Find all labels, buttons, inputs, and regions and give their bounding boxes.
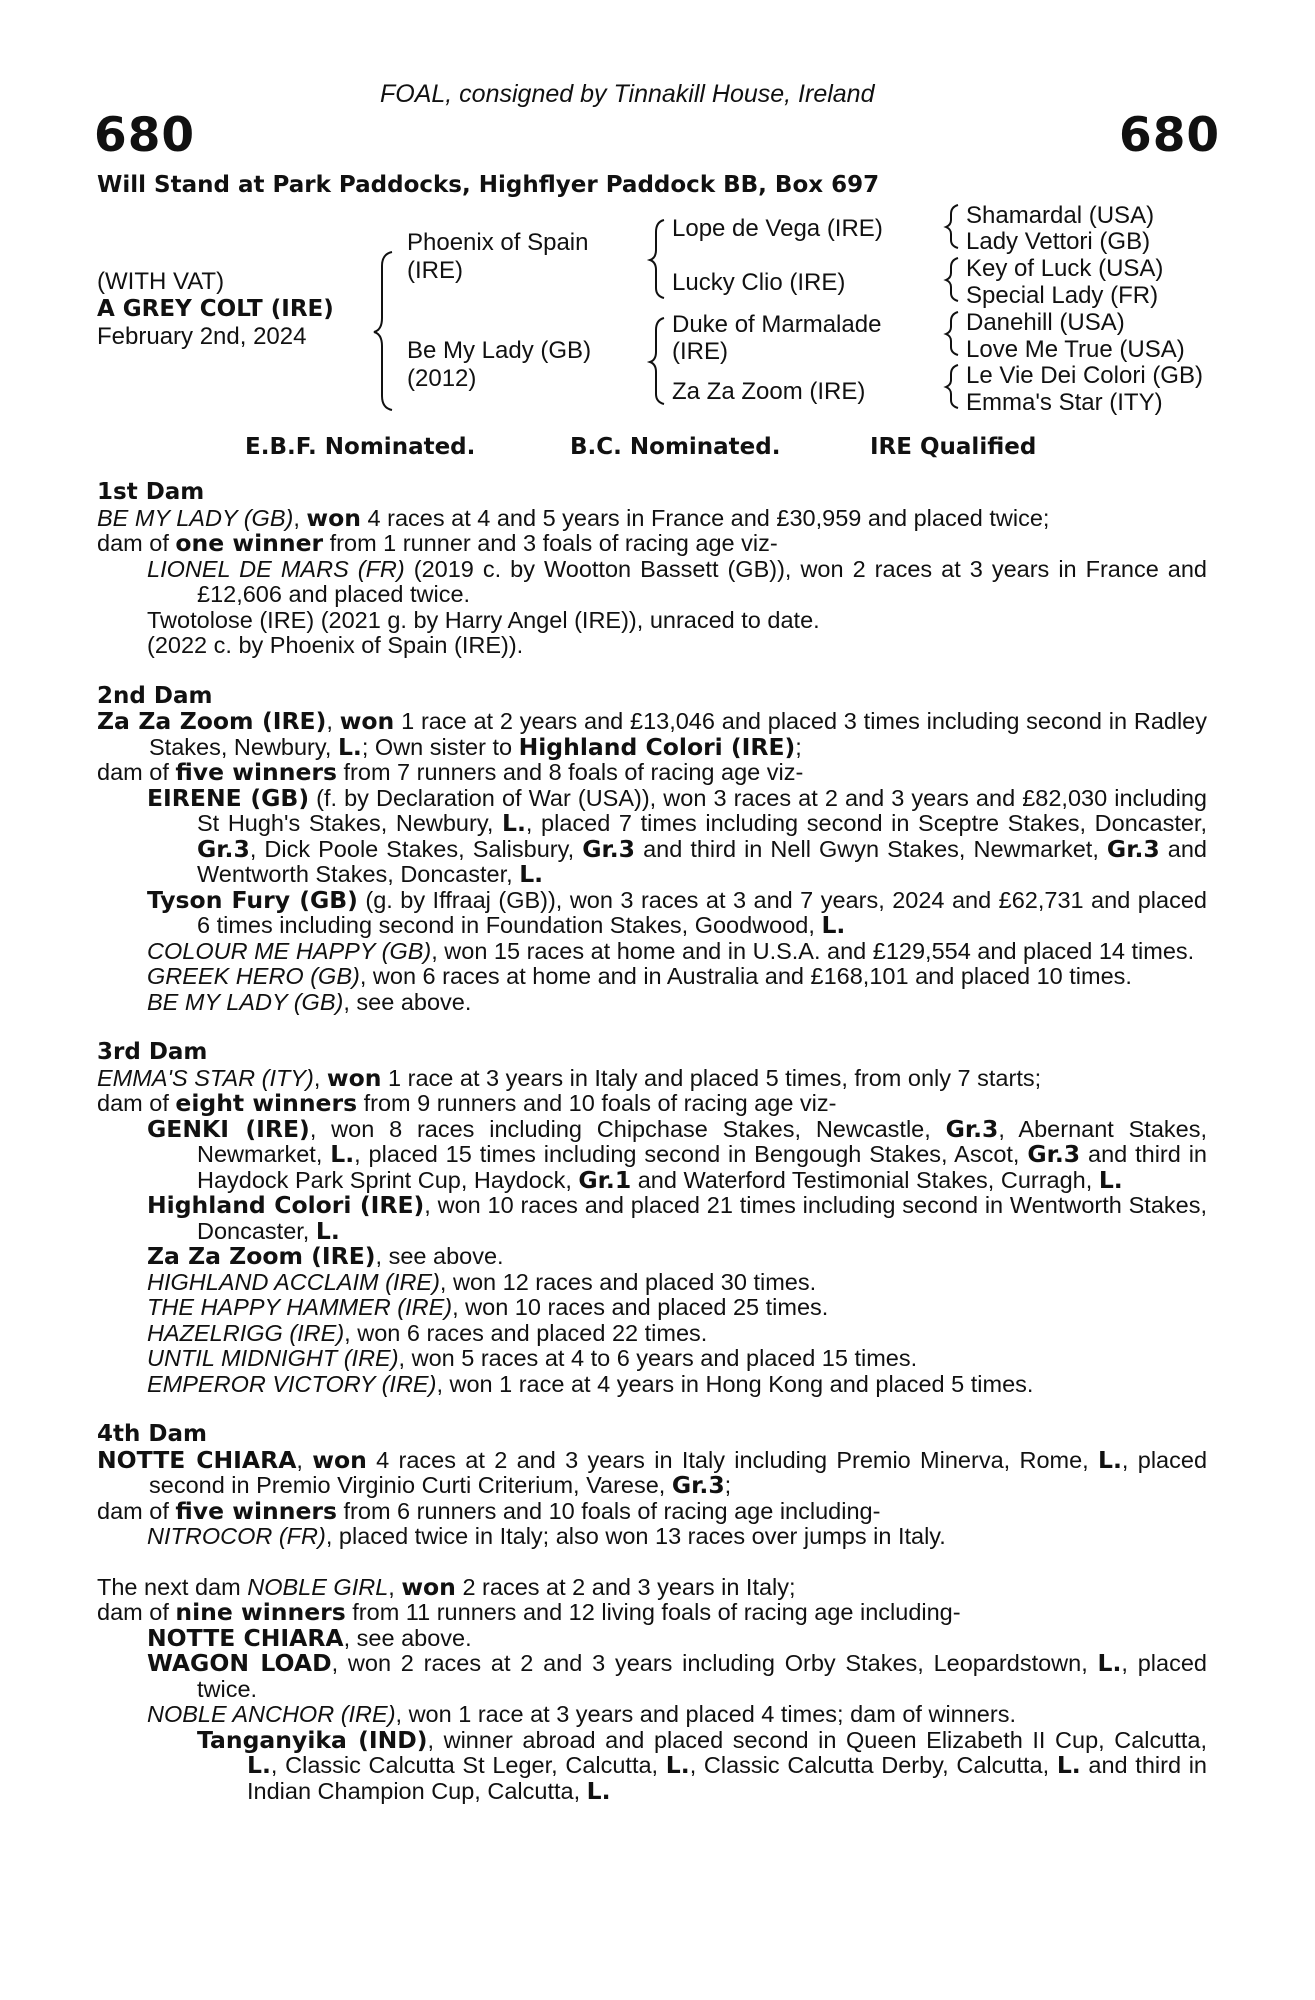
gen3-2: Lady Vettori (GB): [966, 228, 1151, 255]
dam-dam: Za Za Zoom (IRE): [672, 378, 866, 405]
dam-name: Be My Lady (GB): [407, 337, 592, 364]
stand-location: Will Stand at Park Paddocks, Highflyer Paddock BB, Box 697: [97, 172, 880, 198]
lot-number-left: 680: [94, 108, 196, 163]
gen3-8: Emma's Star (ITY): [966, 389, 1163, 416]
gen3-1: Shamardal (USA): [966, 202, 1155, 229]
dam-sire-country: (IRE): [672, 338, 728, 365]
produce-entry: UNTIL MIDNIGHT (IRE), won 5 races at 4 to 6 years and placed 15 times.: [147, 1345, 918, 1371]
second-dam-record: Za Za Zoom (IRE), won 1 race at 2 years and £13,046 and placed 3 times including second in Radley Stakes, Newbury, L.; Own sister to Highland Colori (IRE);: [97, 707, 1208, 761]
next-dam-produce-summary: dam of nine winners from 11 runners and 12 living foals of racing age including-: [97, 1598, 961, 1626]
third-dam-record: EMMA'S STAR (ITY), won 1 race at 3 years in Italy and placed 5 times, from only 7 starts;: [97, 1063, 1042, 1092]
produce-entry: GENKI (IRE), won 8 races including Chipchase Stakes, Newcastle, Gr.3, Abernant Stakes, Newmarket, L., placed 15 times including second in Bengough Stakes, Ascot, Gr.3 and third in Haydock Park Sprint Cup, Haydock, Gr.1 and Waterford Testimonial Stakes, Curragh, L.: [147, 1114, 1207, 1194]
produce-entry: Tyson Fury (GB) (g. by Iffraaj (GB)), won 3 races at 3 and 7 years, 2024 and £62,731 and placed 6 times including second in Foundation Stakes, Goodwood, L.: [147, 885, 1207, 939]
consignment-line: FOAL, consigned by Tinnakill House, Ireland: [380, 80, 875, 108]
produce-entry-sub: Tanganyika (IND), winner abroad and placed second in Queen Elizabeth II Cup, Calcutta, L., Classic Calcutta St Leger, Calcutta, L., Classic Calcutta Derby, Calcutta, L. and third in Indian Champion Cup, Calcutta, L.: [197, 1725, 1207, 1805]
fourth-dam-heading: 4th Dam: [97, 1421, 207, 1447]
sire-name: Phoenix of Spain: [407, 229, 589, 256]
vat-note: (WITH VAT): [97, 268, 225, 295]
produce-entry: Twotolose (IRE) (2021 g. by Harry Angel (IRE)), unraced to date.: [147, 606, 820, 633]
produce-entry: GREEK HERO (GB), won 6 races at home and in Australia and £168,101 and placed 10 times.: [147, 963, 1132, 989]
third-dam-produce-summary: dam of eight winners from 9 runners and 10 foals of racing age viz-: [97, 1089, 837, 1117]
sire-country: (IRE): [407, 257, 463, 284]
third-dam-heading: 3rd Dam: [97, 1039, 208, 1065]
second-dam-heading: 2nd Dam: [97, 682, 213, 709]
produce-entry: LIONEL DE MARS (FR) (2019 c. by Wootton Bassett (GB)), won 2 races at 3 years in France and £12,606 and placed twice.: [147, 555, 1207, 607]
foaling-date: February 2nd, 2024: [97, 323, 307, 350]
produce-entry: EMPEROR VICTORY (IRE), won 1 race at 4 years in Hong Kong and placed 5 times.: [147, 1370, 1034, 1397]
produce-entry: WAGON LOAD, won 2 races at 2 and 3 years including Orby Stakes, Leopardstown, L., placed twice.: [147, 1649, 1207, 1702]
next-dam-record: The next dam NOBLE GIRL, won 2 races at 2 and 3 years in Italy;: [97, 1572, 796, 1601]
produce-entry: Za Za Zoom (IRE), see above.: [147, 1242, 504, 1270]
dam-sire-name: Duke of Marmalade: [672, 311, 882, 338]
ire-qualified: IRE Qualified: [870, 434, 1037, 460]
produce-entry: NITROCOR (FR), placed twice in Italy; also won 13 races over jumps in Italy.: [147, 1523, 946, 1549]
brace-gen1: [374, 252, 392, 410]
first-dam-record: BE MY LADY (GB), won 4 races at 4 and 5 years in France and £30,959 and placed twice;: [97, 503, 1050, 532]
ebf-nomination: E.B.F. Nominated.: [245, 434, 476, 460]
produce-entry: NOBLE ANCHOR (IRE), won 1 race at 3 years and placed 4 times; dam of winners.: [147, 1701, 1016, 1727]
brace-dam: [650, 318, 664, 404]
second-dam-produce-summary: dam of five winners from 7 runners and 8 foals of racing age viz-: [97, 758, 804, 786]
produce-entry: BE MY LADY (GB), see above.: [147, 988, 472, 1015]
produce-entry: COLOUR ME HAPPY (GB), won 15 races at home and in U.S.A. and £129,554 and placed 14 times.: [147, 937, 1195, 964]
gen3-5: Danehill (USA): [966, 309, 1125, 336]
gen3-4: Special Lady (FR): [966, 282, 1159, 309]
produce-entry: (2022 c. by Phoenix of Spain (IRE)).: [147, 632, 524, 658]
produce-entry: HIGHLAND ACCLAIM (IRE), won 12 races and placed 30 times.: [147, 1268, 817, 1295]
first-dam-produce-summary: dam of one winner from 1 runner and 3 foals of racing age viz-: [97, 529, 778, 557]
fourth-dam-record: NOTTE CHIARA, won 4 races at 2 and 3 years in Italy including Premio Minerva, Rome, L., placed second in Premio Virginio Curti Criterium, Varese, Gr.3;: [97, 1445, 1208, 1499]
bc-nomination: B.C. Nominated.: [570, 434, 781, 460]
produce-entry: THE HAPPY HAMMER (IRE), won 10 races and placed 25 times.: [147, 1294, 829, 1320]
lot-number-right: 680: [1119, 108, 1221, 163]
horse-name: A GREY COLT (IRE): [97, 296, 334, 322]
produce-entry: Highland Colori (IRE), won 10 races and placed 21 times including second in Wentworth Stakes, Doncaster, L.: [147, 1191, 1207, 1245]
gen3-6: Love Me True (USA): [966, 336, 1185, 363]
catalogue-body: [97, 480, 1207, 1804]
produce-entry: NOTTE CHIARA, see above.: [147, 1623, 472, 1652]
dam-year: (2012): [407, 365, 477, 392]
first-dam-heading: 1st Dam: [97, 479, 205, 505]
sire-dam: Lucky Clio (IRE): [672, 269, 846, 296]
produce-entry: HAZELRIGG (IRE), won 6 races and placed 22 times.: [147, 1319, 708, 1346]
gen3-3: Key of Luck (USA): [966, 255, 1164, 282]
gen3-7: Le Vie Dei Colori (GB): [966, 362, 1203, 389]
fourth-dam-produce-summary: dam of five winners from 6 runners and 10 foals of racing age including-: [97, 1496, 881, 1525]
produce-entry: EIRENE (GB) (f. by Declaration of War (USA)), won 3 races at 2 and 3 years and £82,030 including St Hugh's Stakes, Newbury, L., placed 7 times including second in Sceptre Stakes, Doncaster, Gr.3, Dick Poole Stakes, Salisbury, Gr.3 and third in Nell Gwyn Stakes, Newmarket, Gr.3 and Wentworth Stakes, Doncaster, L.: [147, 783, 1207, 888]
brace-sire: [650, 220, 664, 298]
sire-sire: Lope de Vega (IRE): [672, 215, 883, 242]
